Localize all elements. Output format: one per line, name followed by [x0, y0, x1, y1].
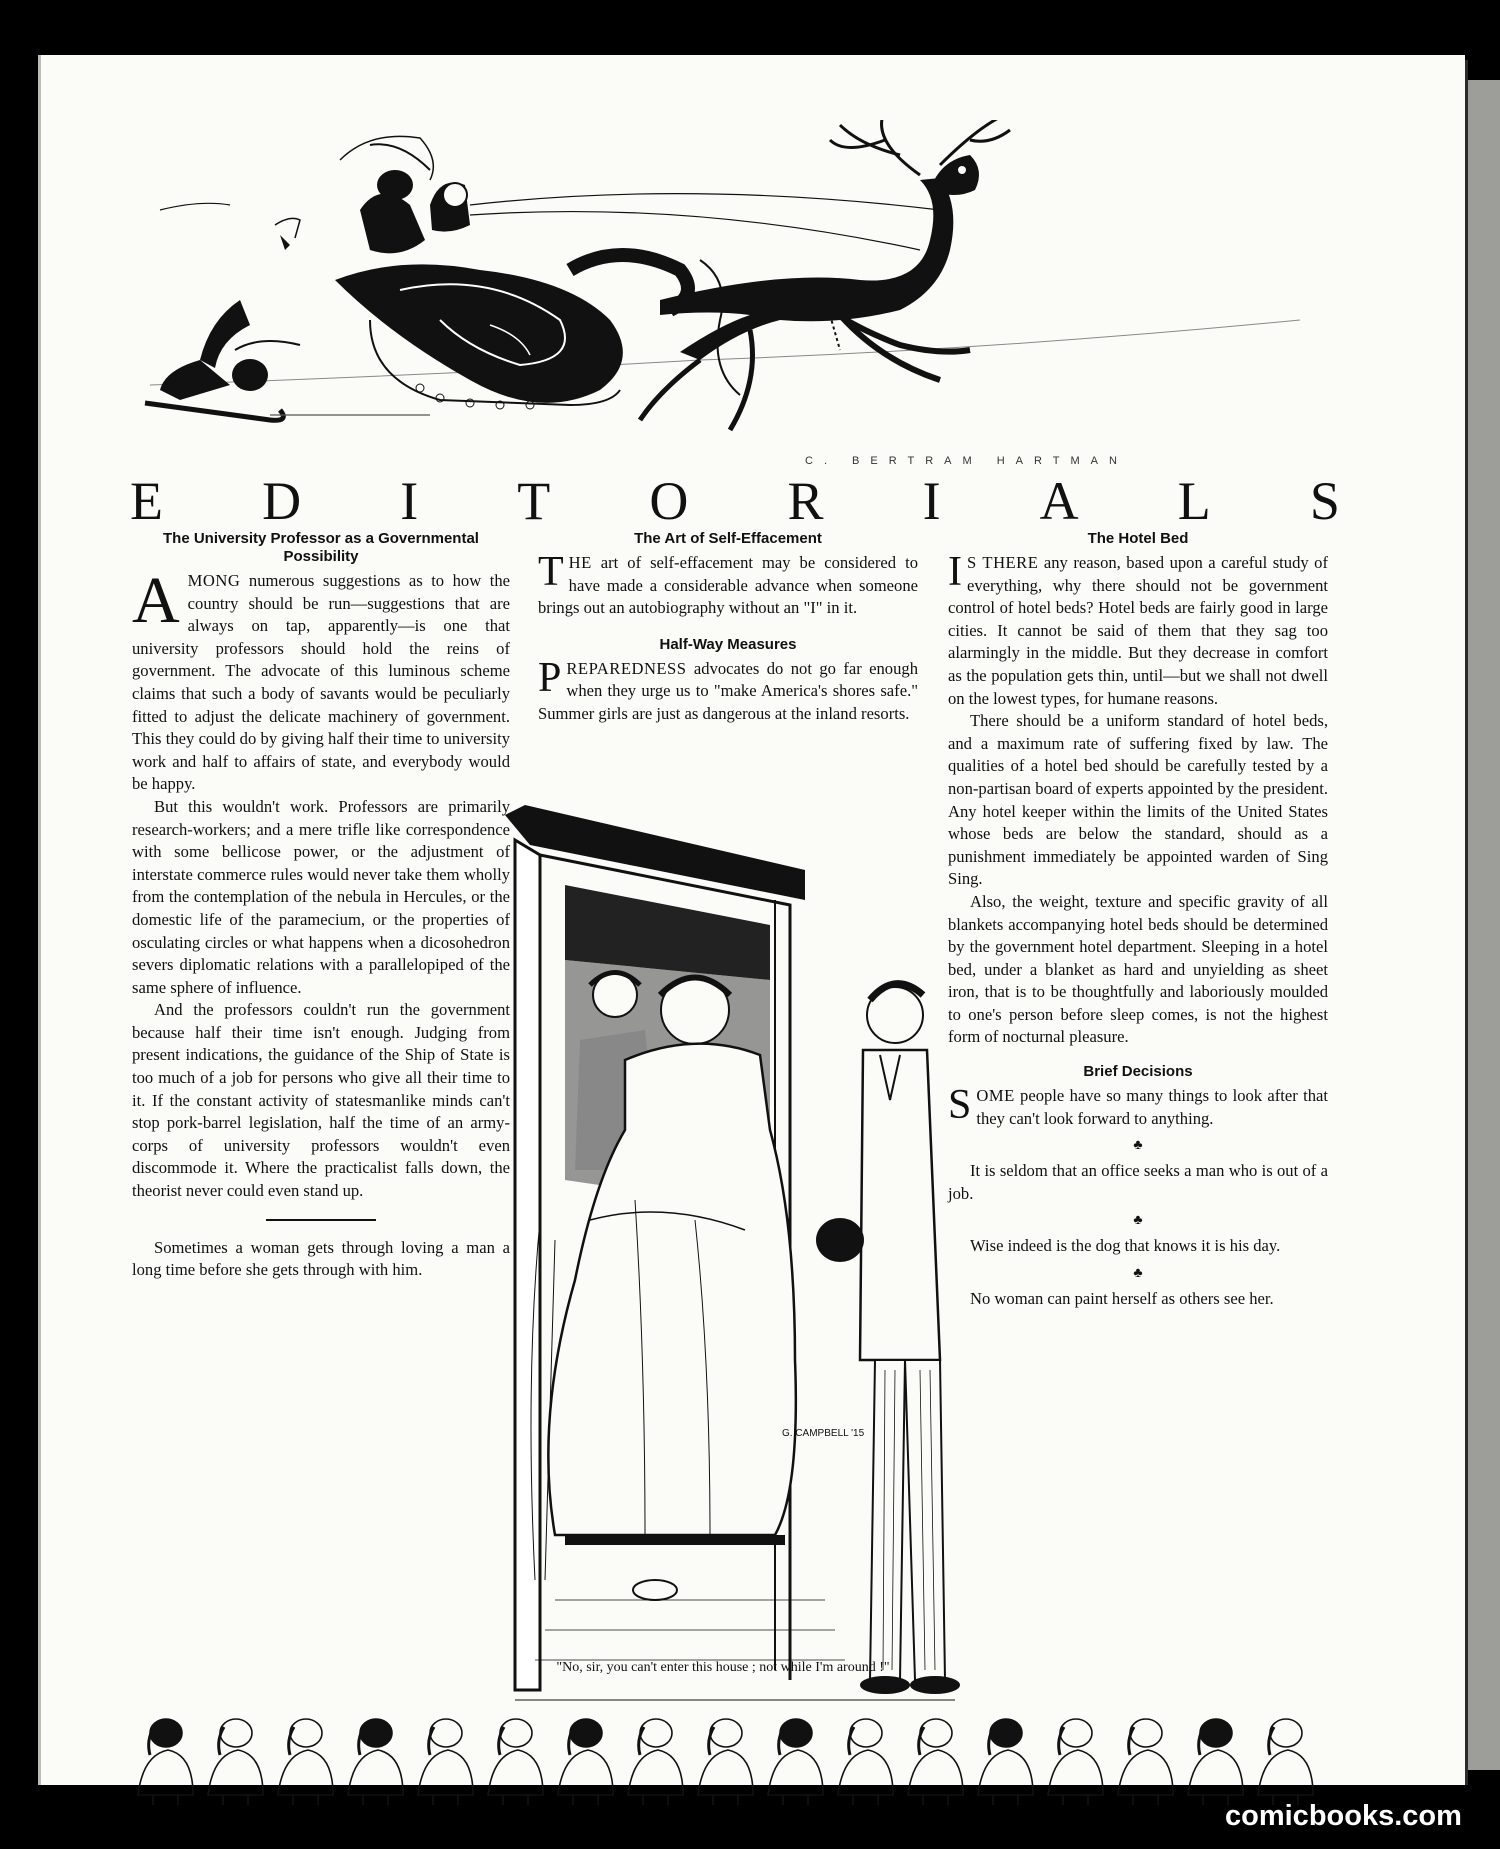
article-paragraph: But this wouldn't work. Professors are primarily research-workers; and a mere trifle like correspondence with some bellicose power, or the adjustment of interstate commerce rules would never take them wholly from the contemplation of the nebula in Hercules, or the domestic life of the paramecium, or the properties of osculating circles or what happens when a dicosohedron severs diplomatic relations with a parallelopiped of the same sphere of influence.	[132, 796, 510, 997]
column-university-professor	[132, 530, 510, 1282]
article-title: Brief Decisions	[1083, 1063, 1193, 1081]
paragraph-text: people have so many things to look after that they can't look forward to anything.	[976, 1086, 1328, 1128]
lead-caps: REPAREDNESS	[566, 658, 687, 678]
adjacent-page-edge	[1468, 80, 1500, 1770]
paragraph-text: advocates do not go far enough when they urge us to "make America's shores safe." Summer girls are just as dangerous at the inland resorts.	[538, 658, 918, 723]
article-paragraph	[538, 549, 918, 620]
article-title: The University Professor as a Governmental Possibility	[163, 530, 479, 565]
paragraph-text: any reason, based upon a careful study of everything, why there should not be government control of hotel beds? Hotel beds are fairly good in large cities. It cannot be said of them that they sag too alarmingly in the middle. But they decrease in comfort as the population gets thin, until—but we shall not dwell on the lowest types, for humane reasons.	[948, 553, 1328, 708]
dog-figure	[488, 1719, 543, 1805]
article-paragraph	[948, 549, 1328, 710]
article-paragraph: There should be a uniform standard of hotel beds, and a maximum rate of suffering fixed by law. The qualities of a hotel bed should be carefully tested by a non-partisan board of experts appointed by the president. Any hotel keeper within the limits of the United States whose beds are below the standard, should as a punishment immediately be appointed warden of Sing Sing.	[948, 711, 1328, 889]
article-title: The Art of Self-Effacement	[634, 530, 822, 547]
sleigh-reindeer-illustration	[140, 120, 1340, 470]
club-ornament: ♣	[1133, 1138, 1143, 1154]
lead-caps: HE	[568, 553, 592, 572]
dog-figure	[628, 1719, 683, 1805]
club-ornament: ♣	[1133, 1266, 1143, 1282]
dog-figure	[1188, 1719, 1243, 1805]
drop-cap: T	[538, 549, 564, 595]
dog-figure	[208, 1719, 263, 1805]
article-paragraph	[132, 564, 510, 796]
headline-letter: T	[517, 471, 551, 531]
dog-figure	[558, 1719, 613, 1805]
drop-cap: S	[948, 1082, 972, 1129]
article-paragraph: Wise indeed is the dog that knows it is his day.	[970, 1236, 1281, 1256]
headline-letter: R	[787, 471, 824, 531]
headline-letter: S	[1309, 471, 1340, 531]
column-self-effacement	[538, 530, 918, 726]
cartoon-signature: G. CAMPBELL '15	[782, 1428, 865, 1439]
dog-row-illustration	[128, 1695, 1338, 1815]
article-paragraph: Also, the weight, texture and specific gravity of all blankets accompanying hotel beds should be determined by the government hotel department. Sleeping in a hotel bed, under a blanket as hard and unyielding as sheet iron, that is to be thoughtfully and laboriously moulded to one's person before sleep comes, is not the highest form of nocturnal pleasure.	[948, 891, 1328, 1047]
column-hotel-bed	[948, 530, 1328, 1311]
headline-letter: O	[649, 471, 689, 531]
article-paragraph: Sometimes a woman gets through loving a man a long time before she gets through with him.	[132, 1237, 510, 1280]
artist-signature: C. BERTRAM HARTMAN	[805, 455, 1128, 467]
lead-caps: MONG	[187, 571, 241, 590]
dog-figure	[838, 1719, 893, 1805]
cartoon-caption: "No, sir, you can't enter this house ; not while I'm around !"	[556, 1660, 890, 1675]
dog-figure	[698, 1719, 753, 1805]
lead-caps: OME	[976, 1086, 1015, 1106]
article-title: The Hotel Bed	[1087, 530, 1189, 547]
dog-figure	[348, 1719, 403, 1805]
paragraph-text: art of self-effacement may be considered to have made a considerable advance when someone brings out an autobiography without an "I" in it.	[538, 553, 918, 618]
article-paragraph: And the professors couldn't run the government because half their time isn't enough. Judging from present indications, the guidance of the Ship of State is too much of a job for persons who give all their time to it. If the constant activity of statesmanlike minds can't stop pork-barrel legislation, half the time of an army-corps of university professors wouldn't even discommode it. Where the practicalist falls down, the theorist never could even stand up.	[132, 1000, 510, 1201]
headline-letter: E	[130, 471, 163, 531]
dog-figure	[768, 1719, 823, 1805]
watermark: comicbooks.com	[1225, 1800, 1462, 1832]
article-paragraph	[948, 1082, 1328, 1130]
drop-cap: A	[132, 564, 180, 637]
dog-figure	[978, 1719, 1033, 1805]
club-ornament: ♣	[1133, 1213, 1143, 1229]
editorials-headline	[130, 470, 1340, 532]
headline-letter: A	[1039, 471, 1079, 531]
dog-figure	[1118, 1719, 1173, 1805]
dog-figure	[908, 1719, 963, 1805]
article-paragraph: It is seldom that an office seeks a man who is out of a job.	[948, 1161, 1328, 1203]
dog-figure	[1048, 1719, 1103, 1805]
lead-caps: S THERE	[967, 553, 1039, 572]
drop-cap: I	[948, 549, 962, 595]
article-paragraph	[538, 654, 918, 726]
headline-letter: L	[1177, 471, 1211, 531]
article-paragraph: No woman can paint herself as others see her.	[970, 1289, 1274, 1309]
headline-letter: I	[922, 471, 941, 531]
headline-letter: D	[262, 471, 302, 531]
dog-figure	[1258, 1719, 1313, 1805]
headline-letter: I	[400, 471, 419, 531]
section-divider	[266, 1219, 376, 1221]
drop-cap: P	[538, 654, 562, 701]
paragraph-text: numerous suggestions as to how the country should be run—suggestions that are always on tap, apparently—is one that university professors should hold the reins of government. The advocate of this luminous scheme claims that such a body of savants would be peculiarly fitted to adjust the delicate machinery of government. This they could do by giving half their time to university work and half to affairs of state, and everybody would be happy.	[132, 571, 510, 794]
dog-figure	[138, 1719, 193, 1805]
page-edge	[38, 55, 41, 1785]
dog-figure	[278, 1719, 333, 1805]
article-title: Half-Way Measures	[659, 635, 797, 653]
dog-figure	[418, 1719, 473, 1805]
